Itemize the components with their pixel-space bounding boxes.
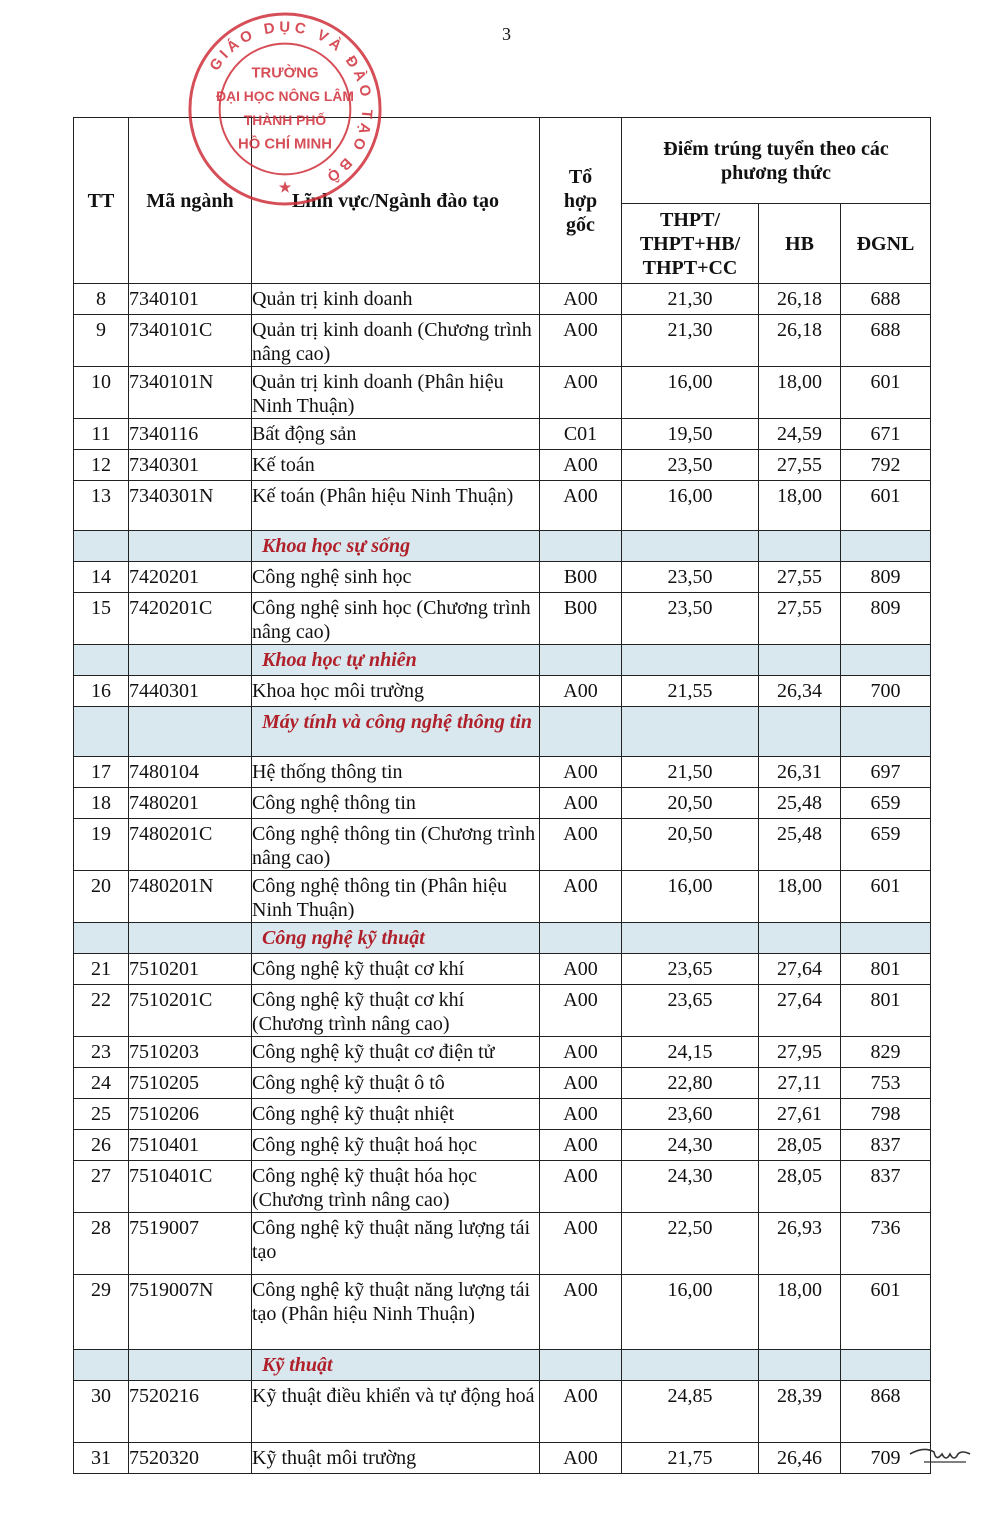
svg-text:ĐẠI HỌC NÔNG LÂM: ĐẠI HỌC NÔNG LÂM [216, 88, 354, 105]
table-row [74, 1443, 931, 1474]
score-hb: 18,00 [759, 1275, 841, 1350]
major-name: Công nghệ kỹ thuật năng lượng tái tạo (Phân hiệu Ninh Thuận) [252, 1275, 540, 1350]
header-combo [540, 118, 622, 284]
major-name: Kỹ thuật môi trường [252, 1443, 540, 1474]
major-name: Công nghệ thông tin [252, 788, 540, 819]
section-title: Khoa học sự sống [252, 531, 540, 562]
score-dgnl: 798 [841, 1099, 931, 1130]
table-row [74, 1068, 931, 1099]
subject-combo: B00 [540, 562, 622, 593]
major-code: 7510205 [129, 1068, 252, 1099]
score-hb: 26,34 [759, 676, 841, 707]
section-title: Công nghệ kỹ thuật [252, 923, 540, 954]
handwritten-signature [906, 1432, 976, 1472]
major-code: 7520320 [129, 1443, 252, 1474]
section-empty-cell [622, 645, 759, 676]
major-code: 7340116 [129, 419, 252, 450]
table-row [74, 315, 931, 367]
section-empty-cell [74, 645, 129, 676]
major-code: 7480104 [129, 757, 252, 788]
table-row [74, 367, 931, 419]
score-hb: 27,61 [759, 1099, 841, 1130]
score-hb: 28,39 [759, 1381, 841, 1443]
table-row [74, 1381, 931, 1443]
score-dgnl: 801 [841, 985, 931, 1037]
major-code: 7420201C [129, 593, 252, 645]
score-hb: 18,00 [759, 871, 841, 923]
score-hb: 24,59 [759, 419, 841, 450]
major-code: 7440301 [129, 676, 252, 707]
major-code: 7510203 [129, 1037, 252, 1068]
score-dgnl: 688 [841, 284, 931, 315]
section-empty-cell [759, 1350, 841, 1381]
header-scores-group [622, 118, 931, 204]
table-row [74, 954, 931, 985]
section-empty-cell [540, 923, 622, 954]
score-thpt: 23,50 [622, 450, 759, 481]
subject-combo: A00 [540, 1037, 622, 1068]
major-code: 7480201 [129, 788, 252, 819]
score-dgnl: 753 [841, 1068, 931, 1099]
score-hb: 26,18 [759, 284, 841, 315]
header-combo-label: Tổ hợp gốc [563, 165, 598, 236]
subject-combo: A00 [540, 1161, 622, 1213]
table-row [74, 871, 931, 923]
section-empty-cell [759, 531, 841, 562]
subject-combo: A00 [540, 1381, 622, 1443]
major-code: 7510201C [129, 985, 252, 1037]
table-row [74, 450, 931, 481]
row-number: 22 [74, 985, 129, 1037]
svg-text:HỒ CHÍ MINH: HỒ CHÍ MINH [237, 136, 333, 153]
row-number: 25 [74, 1099, 129, 1130]
score-thpt: 23,65 [622, 954, 759, 985]
major-code: 7480201N [129, 871, 252, 923]
major-name: Quản trị kinh doanh (Chương trình nâng cao) [252, 315, 540, 367]
major-name: Khoa học môi trường [252, 676, 540, 707]
score-dgnl: 809 [841, 593, 931, 645]
score-thpt: 23,65 [622, 985, 759, 1037]
table-row [74, 1275, 931, 1350]
section-empty-cell [540, 707, 622, 757]
section-title: Khoa học tự nhiên [252, 645, 540, 676]
table-row [74, 757, 931, 788]
score-thpt: 21,55 [622, 676, 759, 707]
score-hb: 27,95 [759, 1037, 841, 1068]
score-dgnl: 601 [841, 481, 931, 531]
subject-combo: A00 [540, 985, 622, 1037]
header-tt: TT [74, 118, 129, 284]
section-empty-cell [129, 645, 252, 676]
table-row [74, 1099, 931, 1130]
score-hb: 27,64 [759, 985, 841, 1037]
score-dgnl: 688 [841, 315, 931, 367]
subject-combo: C01 [540, 419, 622, 450]
score-dgnl: 659 [841, 788, 931, 819]
section-empty-cell [129, 1350, 252, 1381]
score-dgnl: 868 [841, 1381, 931, 1443]
major-name: Bất động sản [252, 419, 540, 450]
row-number: 13 [74, 481, 129, 531]
score-thpt: 19,50 [622, 419, 759, 450]
score-dgnl: 709 [841, 1443, 931, 1474]
score-hb: 27,55 [759, 593, 841, 645]
subject-combo: A00 [540, 1275, 622, 1350]
table-row [74, 1037, 931, 1068]
svg-text:★: ★ [278, 179, 292, 196]
subject-combo: A00 [540, 676, 622, 707]
section-empty-cell [129, 707, 252, 757]
score-hb: 26,18 [759, 315, 841, 367]
row-number: 30 [74, 1381, 129, 1443]
row-number: 18 [74, 788, 129, 819]
score-thpt: 16,00 [622, 481, 759, 531]
svg-text:THÀNH PHỐ: THÀNH PHỐ [243, 111, 327, 128]
score-thpt: 24,30 [622, 1161, 759, 1213]
score-thpt: 16,00 [622, 367, 759, 419]
section-empty-cell [759, 923, 841, 954]
major-name: Kỹ thuật điều khiển và tự động hoá [252, 1381, 540, 1443]
table-row [74, 676, 931, 707]
score-thpt: 23,50 [622, 562, 759, 593]
major-name: Công nghệ sinh học (Chương trình nâng cao) [252, 593, 540, 645]
section-row [74, 1350, 931, 1381]
score-thpt: 24,15 [622, 1037, 759, 1068]
score-dgnl: 700 [841, 676, 931, 707]
admission-scores-table [73, 117, 931, 1474]
row-number: 10 [74, 367, 129, 419]
subject-combo: B00 [540, 593, 622, 645]
score-hb: 26,31 [759, 757, 841, 788]
score-dgnl: 809 [841, 562, 931, 593]
subject-combo: A00 [540, 450, 622, 481]
score-thpt: 22,50 [622, 1213, 759, 1275]
section-empty-cell [841, 531, 931, 562]
score-dgnl: 697 [841, 757, 931, 788]
subject-combo: A00 [540, 788, 622, 819]
header-code: Mã ngành [129, 118, 252, 284]
major-name: Công nghệ sinh học [252, 562, 540, 593]
major-name: Công nghệ kỹ thuật cơ khí (Chương trình nâng cao) [252, 985, 540, 1037]
major-name: Công nghệ kỹ thuật nhiệt [252, 1099, 540, 1130]
section-empty-cell [540, 531, 622, 562]
subject-combo: A00 [540, 481, 622, 531]
score-thpt: 20,50 [622, 788, 759, 819]
table-row [74, 788, 931, 819]
subject-combo: A00 [540, 1099, 622, 1130]
table-row [74, 1161, 931, 1213]
score-thpt: 23,60 [622, 1099, 759, 1130]
score-dgnl: 601 [841, 1275, 931, 1350]
row-number: 17 [74, 757, 129, 788]
row-number: 15 [74, 593, 129, 645]
section-empty-cell [74, 1350, 129, 1381]
score-thpt: 24,30 [622, 1130, 759, 1161]
major-name: Công nghệ kỹ thuật cơ điện tử [252, 1037, 540, 1068]
major-code: 7510206 [129, 1099, 252, 1130]
section-empty-cell [74, 707, 129, 757]
score-dgnl: 837 [841, 1161, 931, 1213]
table-row [74, 419, 931, 450]
section-empty-cell [622, 1350, 759, 1381]
major-name: Công nghệ kỹ thuật hóa học (Chương trình nâng cao) [252, 1161, 540, 1213]
score-dgnl: 659 [841, 819, 931, 871]
score-thpt: 21,75 [622, 1443, 759, 1474]
major-code: 7340101 [129, 284, 252, 315]
section-empty-cell [759, 645, 841, 676]
row-number: 16 [74, 676, 129, 707]
score-thpt: 20,50 [622, 819, 759, 871]
score-hb: 25,48 [759, 788, 841, 819]
score-dgnl: 829 [841, 1037, 931, 1068]
section-empty-cell [622, 707, 759, 757]
svg-text:TRƯỜNG: TRƯỜNG [251, 65, 319, 82]
row-number: 23 [74, 1037, 129, 1068]
section-title: Máy tính và công nghệ thông tin [252, 707, 540, 757]
table-row [74, 593, 931, 645]
row-number: 28 [74, 1213, 129, 1275]
svg-text:GIÁO DỤC VÀ ĐÀO TẠO BỘ: GIÁO DỤC VÀ ĐÀO TẠO BỘ [207, 19, 375, 187]
major-name: Công nghệ kỹ thuật cơ khí [252, 954, 540, 985]
score-hb: 27,64 [759, 954, 841, 985]
score-thpt: 16,00 [622, 1275, 759, 1350]
subject-combo: A00 [540, 284, 622, 315]
row-number: 21 [74, 954, 129, 985]
major-name: Công nghệ kỹ thuật năng lượng tái tạo [252, 1213, 540, 1275]
score-thpt: 16,00 [622, 871, 759, 923]
section-empty-cell [540, 1350, 622, 1381]
row-number: 29 [74, 1275, 129, 1350]
section-empty-cell [841, 1350, 931, 1381]
table-row [74, 481, 931, 531]
major-name: Kế toán [252, 450, 540, 481]
score-hb: 26,93 [759, 1213, 841, 1275]
score-dgnl: 601 [841, 871, 931, 923]
score-dgnl: 736 [841, 1213, 931, 1275]
header-scores-group-label: Điểm trúng tuyển theo các phương thức [663, 137, 889, 184]
header-hb: HB [759, 204, 841, 284]
section-empty-cell [622, 923, 759, 954]
header-field: Lĩnh vực/Ngành đào tạo [252, 118, 540, 284]
subject-combo: A00 [540, 1068, 622, 1099]
major-code: 7519007N [129, 1275, 252, 1350]
subject-combo: A00 [540, 871, 622, 923]
subject-combo: A00 [540, 315, 622, 367]
major-code: 7480201C [129, 819, 252, 871]
score-thpt: 21,30 [622, 284, 759, 315]
score-thpt: 21,50 [622, 757, 759, 788]
score-hb: 26,46 [759, 1443, 841, 1474]
major-name: Hệ thống thông tin [252, 757, 540, 788]
score-hb: 27,55 [759, 450, 841, 481]
major-name: Kế toán (Phân hiệu Ninh Thuận) [252, 481, 540, 531]
major-code: 7510401C [129, 1161, 252, 1213]
section-empty-cell [129, 531, 252, 562]
section-empty-cell [74, 531, 129, 562]
header-dgnl: ĐGNL [841, 204, 931, 284]
section-empty-cell [622, 531, 759, 562]
row-number: 27 [74, 1161, 129, 1213]
section-row [74, 923, 931, 954]
table-body [74, 284, 931, 1474]
section-empty-cell [841, 707, 931, 757]
major-code: 7420201 [129, 562, 252, 593]
subject-combo: A00 [540, 1213, 622, 1275]
major-code: 7340301 [129, 450, 252, 481]
row-number: 20 [74, 871, 129, 923]
table-row [74, 1213, 931, 1275]
row-number: 24 [74, 1068, 129, 1099]
header-thpt-label: THPT/ THPT+HB/ THPT+CC [639, 208, 741, 279]
table-row [74, 284, 931, 315]
major-code: 7510401 [129, 1130, 252, 1161]
row-number: 31 [74, 1443, 129, 1474]
major-name: Quản trị kinh doanh [252, 284, 540, 315]
row-number: 11 [74, 419, 129, 450]
major-name: Công nghệ thông tin (Phân hiệu Ninh Thuận) [252, 871, 540, 923]
subject-combo: A00 [540, 757, 622, 788]
subject-combo: A00 [540, 819, 622, 871]
score-hb: 18,00 [759, 481, 841, 531]
score-dgnl: 837 [841, 1130, 931, 1161]
section-row [74, 531, 931, 562]
major-code: 7519007 [129, 1213, 252, 1275]
score-thpt: 24,85 [622, 1381, 759, 1443]
score-hb: 28,05 [759, 1130, 841, 1161]
section-row [74, 707, 931, 757]
major-code: 7520216 [129, 1381, 252, 1443]
major-code: 7510201 [129, 954, 252, 985]
page-number: 3 [502, 24, 511, 44]
row-number: 19 [74, 819, 129, 871]
row-number: 8 [74, 284, 129, 315]
section-empty-cell [759, 707, 841, 757]
score-dgnl: 601 [841, 367, 931, 419]
score-dgnl: 801 [841, 954, 931, 985]
table-row [74, 985, 931, 1037]
major-name: Quản trị kinh doanh (Phân hiệu Ninh Thuận) [252, 367, 540, 419]
major-code: 7340101N [129, 367, 252, 419]
score-hb: 27,55 [759, 562, 841, 593]
section-empty-cell [841, 645, 931, 676]
section-row [74, 645, 931, 676]
score-hb: 25,48 [759, 819, 841, 871]
subject-combo: A00 [540, 1443, 622, 1474]
score-thpt: 21,30 [622, 315, 759, 367]
table-row [74, 819, 931, 871]
subject-combo: A00 [540, 954, 622, 985]
header-thpt [622, 204, 759, 284]
section-empty-cell [129, 923, 252, 954]
section-title: Kỹ thuật [252, 1350, 540, 1381]
score-dgnl: 792 [841, 450, 931, 481]
score-thpt: 23,50 [622, 593, 759, 645]
score-dgnl: 671 [841, 419, 931, 450]
row-number: 12 [74, 450, 129, 481]
subject-combo: A00 [540, 367, 622, 419]
row-number: 14 [74, 562, 129, 593]
score-hb: 27,11 [759, 1068, 841, 1099]
section-empty-cell [841, 923, 931, 954]
major-name: Công nghệ kỹ thuật ô tô [252, 1068, 540, 1099]
score-hb: 28,05 [759, 1161, 841, 1213]
section-empty-cell [74, 923, 129, 954]
score-hb: 18,00 [759, 367, 841, 419]
table-row [74, 562, 931, 593]
major-code: 7340101C [129, 315, 252, 367]
major-code: 7340301N [129, 481, 252, 531]
table-row [74, 1130, 931, 1161]
major-name: Công nghệ kỹ thuật hoá học [252, 1130, 540, 1161]
subject-combo: A00 [540, 1130, 622, 1161]
section-empty-cell [540, 645, 622, 676]
row-number: 26 [74, 1130, 129, 1161]
score-thpt: 22,80 [622, 1068, 759, 1099]
major-name: Công nghệ thông tin (Chương trình nâng cao) [252, 819, 540, 871]
row-number: 9 [74, 315, 129, 367]
